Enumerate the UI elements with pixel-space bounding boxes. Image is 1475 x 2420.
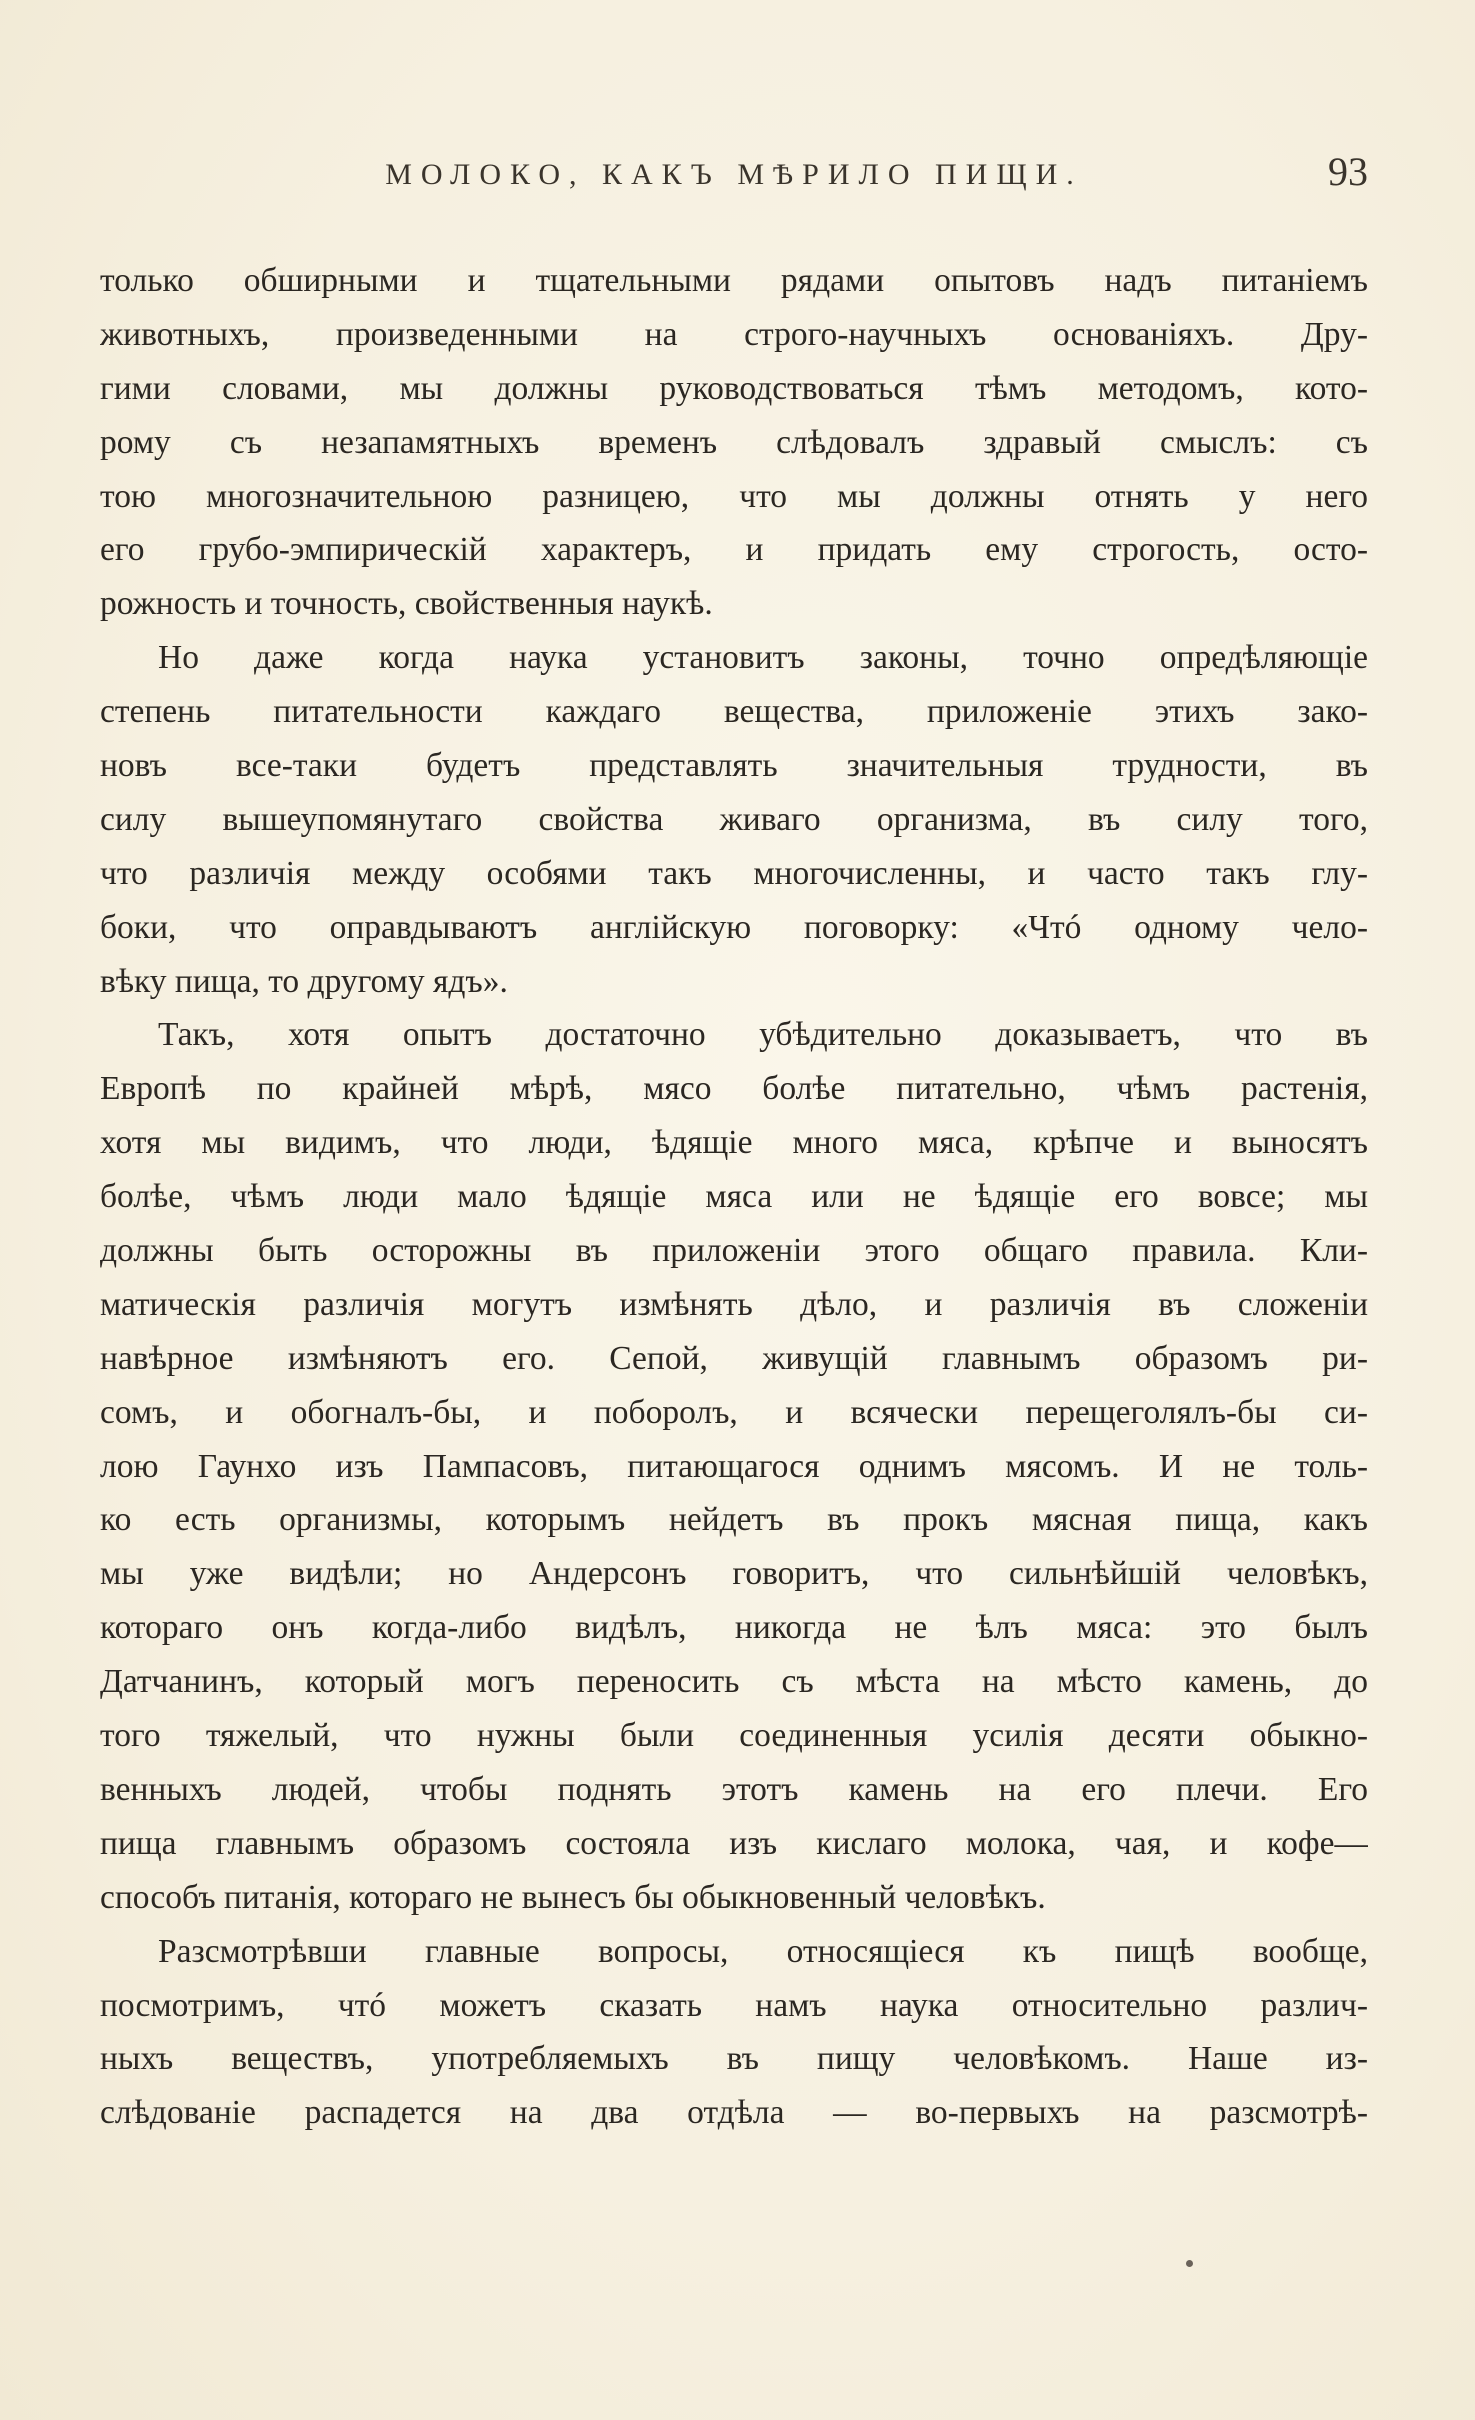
text-line: степень питательности каждаго вещества, приложеніе этихъ зако- (100, 693, 1368, 731)
text-line: навѣрное измѣняютъ его. Сепой, живущій главнымъ образомъ ри- (100, 1339, 1368, 1377)
body-text (100, 254, 1368, 2140)
text-line: болѣе, чѣмъ люди мало ѣдящіе мяса или не ѣдящіе его вовсе; мы (100, 1178, 1368, 1216)
text-line: должны быть осторожны въ приложеніи этого общаго правила. Кли- (100, 1232, 1368, 1270)
text-line: новъ все-таки будетъ представлять значительныя трудности, въ (100, 747, 1368, 785)
text-line: Разсмотрѣвши главные вопросы, относящіеся къ пищѣ вообще, (158, 1932, 1368, 1970)
text-line: хотя мы видимъ, что люди, ѣдящіе много мяса, крѣпче и выносятъ (100, 1124, 1368, 1162)
text-line: котораго онъ когда-либо видѣлъ, никогда не ѣлъ мяса: это былъ (100, 1609, 1368, 1647)
page-number: 93 (1328, 149, 1368, 194)
text-line: ныхъ веществъ, употребляемыхъ въ пищу человѣкомъ. Наше из- (100, 2040, 1368, 2078)
text-line: способъ питанія, котораго не вынесъ бы обыкновенный человѣкъ. (100, 1878, 1046, 1916)
text-line: того тяжелый, что нужны были соединенныя усилія десяти обыкно- (100, 1717, 1368, 1755)
text-line: боки, что оправдываютъ англійскую поговорку: «Чтó одному чело- (100, 908, 1368, 946)
text-line: вѣку пища, то другому ядъ». (100, 962, 508, 1000)
text-line: рому съ незапамятныхъ временъ слѣдовалъ здравый смыслъ: съ (100, 423, 1368, 461)
text-line: пища главнымъ образомъ состояла изъ кислаго молока, чая, и кофе— (100, 1824, 1368, 1862)
running-title: МОЛОКО, КАКЪ МѢРИЛО ПИЩИ. (385, 158, 1083, 191)
text-line: мы уже видѣли; но Андерсонъ говоритъ, что сильнѣйшій человѣкъ, (100, 1555, 1368, 1593)
text-line: сомъ, и обогналъ-бы, и поборолъ, и всячески перещеголялъ-бы си- (100, 1393, 1368, 1431)
text-line: его грубо-эмпирическій характеръ, и придать ему строгость, осто- (100, 531, 1368, 569)
text-line: животныхъ, произведенными на строго-научныхъ основаніяхъ. Дру- (100, 315, 1368, 353)
text-line: матическія различія могутъ измѣнять дѣло, и различія въ сложеніи (100, 1285, 1368, 1323)
text-line: тою многозначительною разницею, что мы должны отнять у него (100, 477, 1368, 515)
text-line: венныхъ людей, чтобы поднять этотъ камень на его плечи. Его (100, 1770, 1368, 1808)
text-line: Датчанинъ, который могъ переносить съ мѣста на мѣсто камень, до (100, 1663, 1368, 1701)
text-line: что различія между особями такъ многочисленны, и часто такъ глу- (100, 854, 1368, 892)
text-line: Европѣ по крайней мѣрѣ, мясо болѣе питательно, чѣмъ растенія, (100, 1070, 1368, 1108)
text-line: только обширными и тщательными рядами опытовъ надъ питаніемъ (100, 262, 1368, 299)
text-line: гими словами, мы должны руководствоваться тѣмъ методомъ, кото- (100, 369, 1368, 407)
ink-speck (1186, 2260, 1193, 2267)
text-line: ко есть организмы, которымъ нейдетъ въ прокъ мясная пища, какъ (100, 1501, 1368, 1539)
running-head (100, 148, 1368, 208)
text-line: рожность и точность, свойственныя наукѣ. (100, 585, 713, 623)
text-line: Такъ, хотя опытъ достаточно убѣдительно доказываетъ, что въ (158, 1016, 1368, 1054)
text-line: силу вышеупомянутаго свойства живаго организма, въ силу того, (100, 800, 1368, 838)
text-line: посмотримъ, чтó можетъ сказать намъ наука относительно различ- (100, 1986, 1368, 2024)
text-line: слѣдованіе распадется на два отдѣла — во-первыхъ на разсмотрѣ- (100, 2094, 1368, 2132)
text-line: лою Гаунхо изъ Пампасовъ, питающагося однимъ мясомъ. И не толь- (100, 1447, 1368, 1485)
text-line: Но даже когда наука установитъ законы, точно опредѣляющіе (158, 639, 1368, 677)
